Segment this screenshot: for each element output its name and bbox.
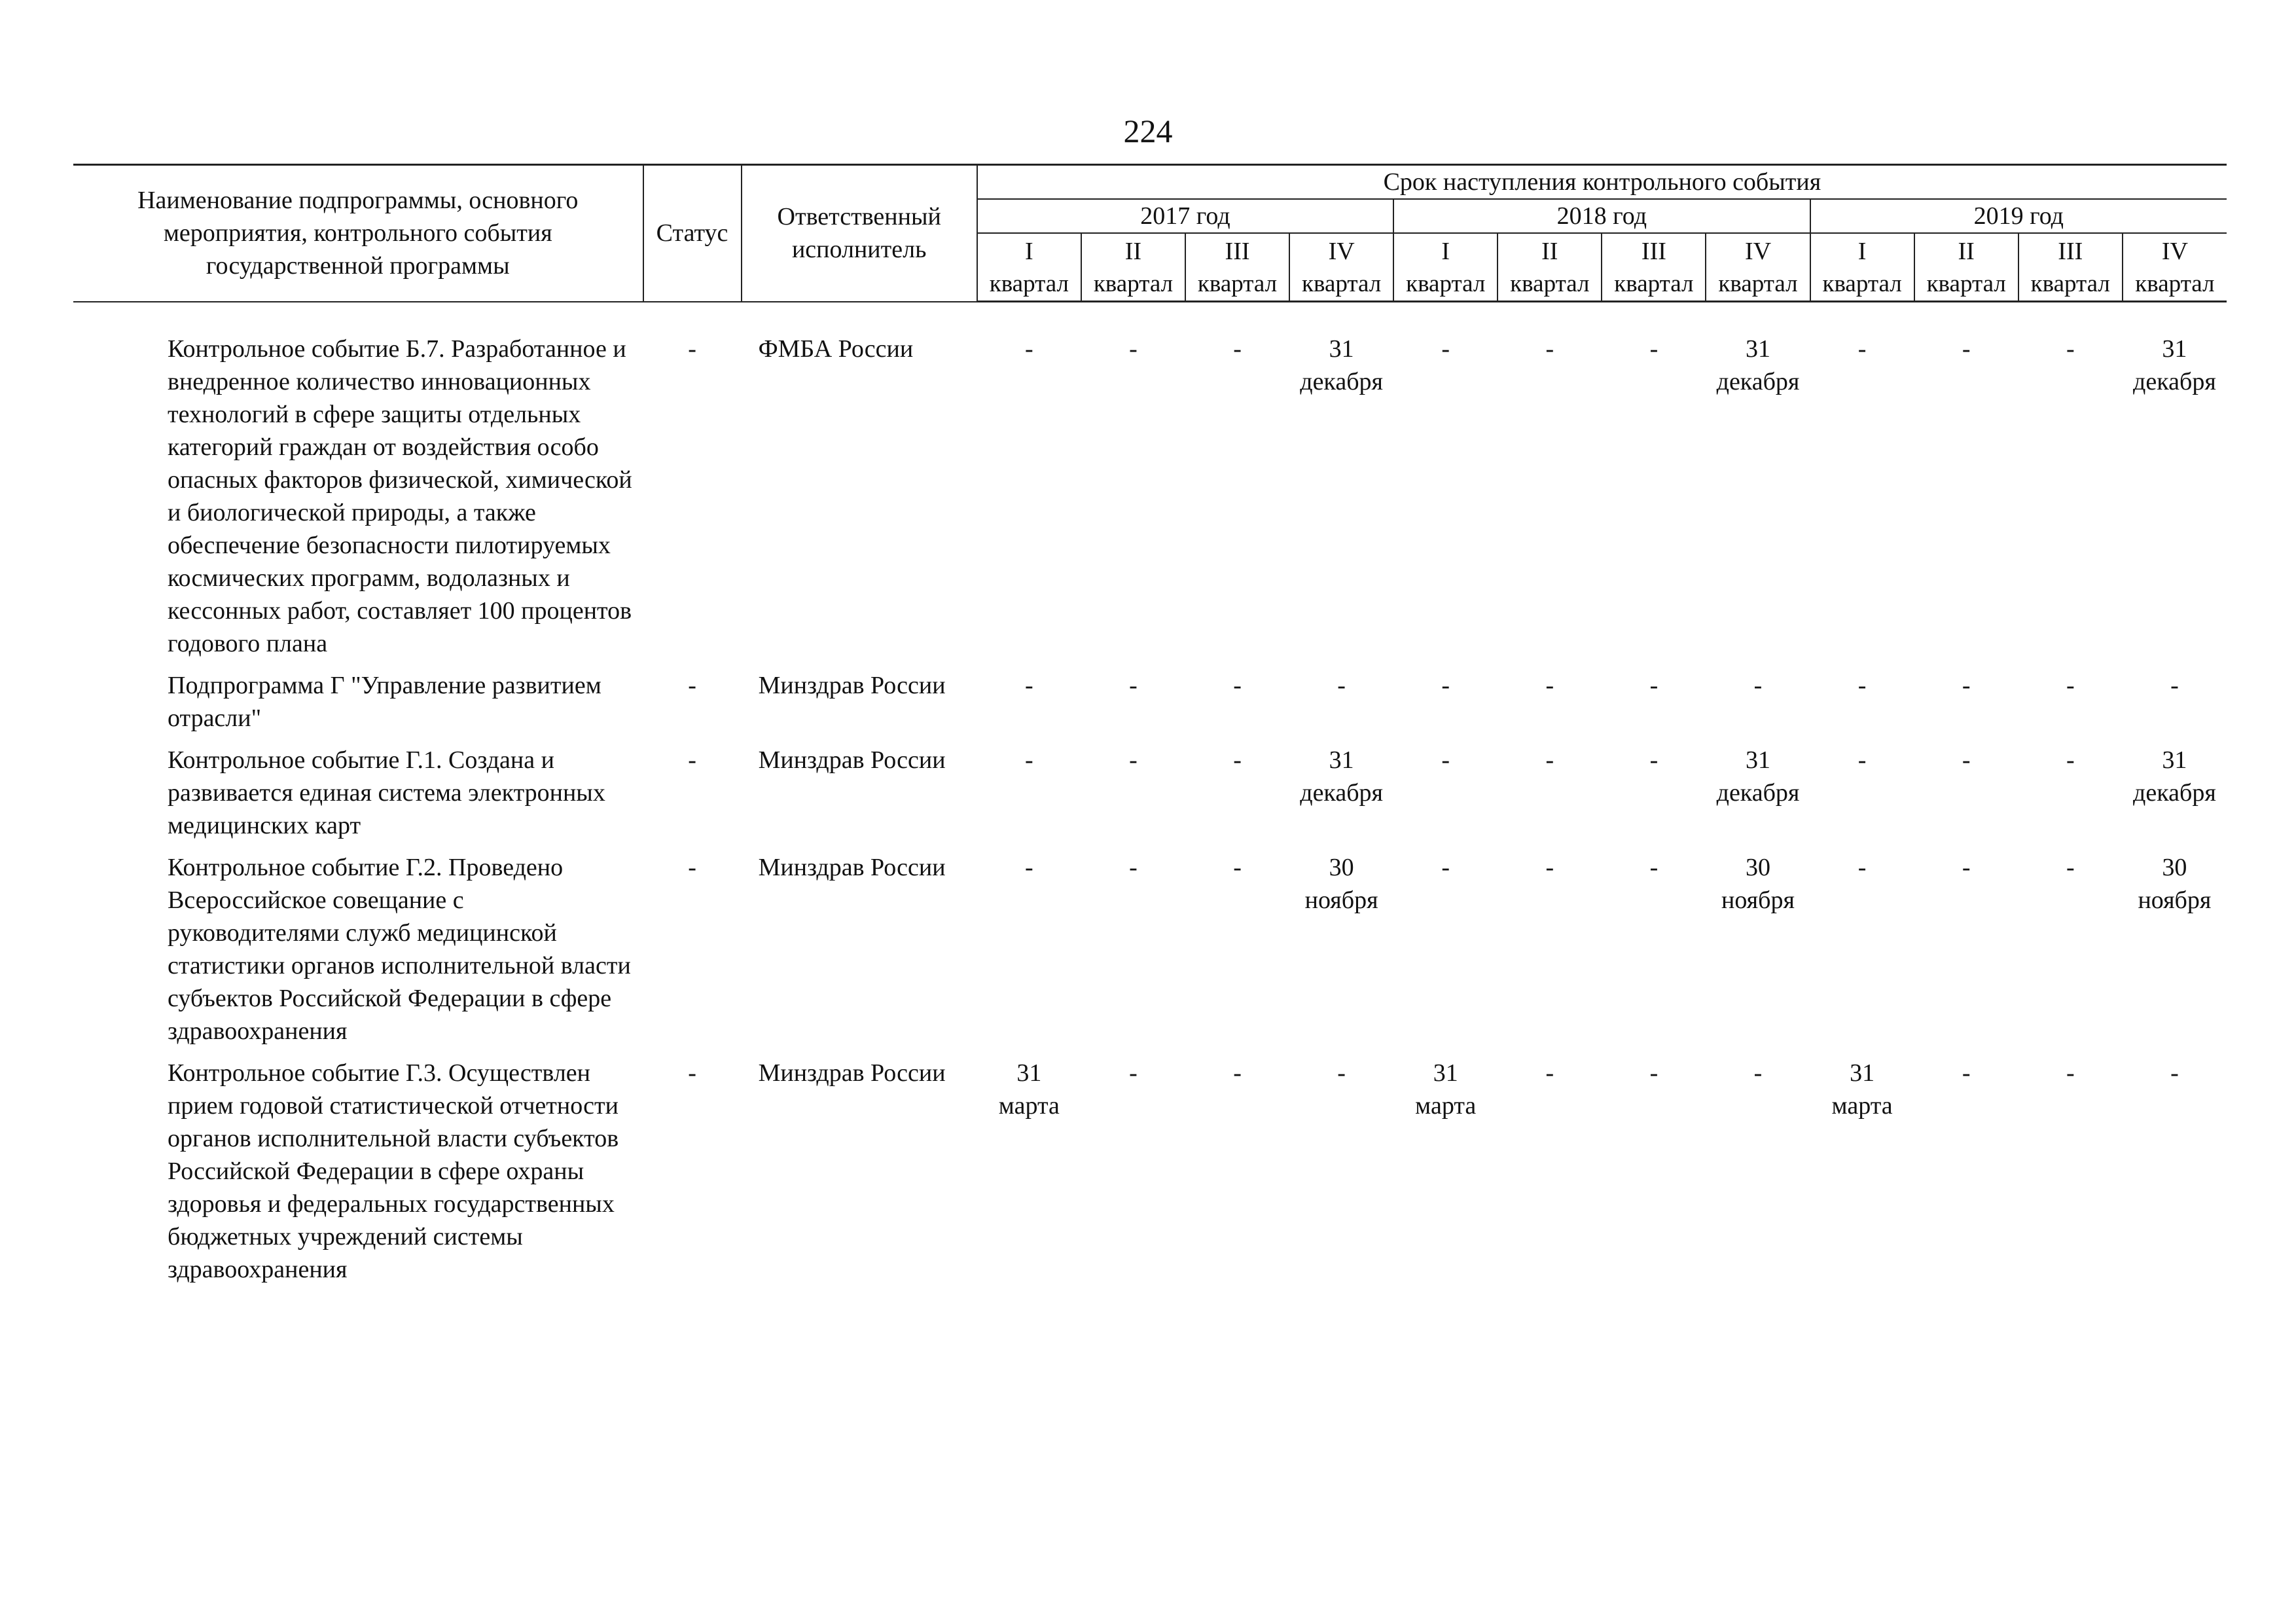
header-quarter-label: квартал bbox=[1810, 268, 1914, 302]
deadline-day: - bbox=[1129, 1059, 1138, 1087]
deadline-month: марта bbox=[998, 1092, 1060, 1120]
deadline-month: марта bbox=[1831, 1092, 1893, 1120]
quarter-deadline-cell bbox=[2018, 669, 2123, 744]
table-body bbox=[73, 302, 2227, 1296]
deadline-day: - bbox=[1129, 854, 1138, 881]
table-row bbox=[73, 851, 2227, 1057]
deadline-day: - bbox=[1649, 1059, 1659, 1087]
deadline-day: - bbox=[2066, 335, 2075, 363]
deadline-day: 31 bbox=[2162, 335, 2187, 363]
deadline-day: 31 bbox=[1746, 746, 1770, 774]
quarter-deadline-cell bbox=[1393, 1057, 1498, 1295]
deadline-day: - bbox=[1545, 854, 1554, 881]
deadline-day: - bbox=[1962, 854, 1971, 881]
header-quarter-label: квартал bbox=[977, 268, 1081, 302]
table-row bbox=[73, 1057, 2227, 1295]
quarter-deadline-cell bbox=[1914, 851, 2018, 1057]
deadline-day: - bbox=[1753, 672, 1763, 699]
status-cell: - bbox=[688, 854, 696, 881]
quarter-deadline-cell bbox=[1289, 851, 1393, 1057]
header-quarter-label: квартал bbox=[1914, 268, 2018, 302]
quarter-deadline-cell bbox=[1498, 669, 1602, 744]
deadline-month: декабря bbox=[1716, 368, 1800, 395]
responsible-cell: Минздрав России bbox=[758, 1059, 946, 1087]
quarter-deadline-cell bbox=[977, 669, 1081, 744]
event-name-cell: Контрольное событие Г.2. Проведено Всероссийское совещание с руководителями служб медицинской статистики органов исполнительной власти субъектов Российской Федерации в сфере здравоохранения bbox=[168, 854, 631, 1045]
header-quarter-label: квартал bbox=[1393, 268, 1498, 302]
quarter-deadline-cell bbox=[1289, 744, 1393, 851]
quarter-deadline-cell bbox=[1914, 333, 2018, 669]
deadline-day: - bbox=[1129, 672, 1138, 699]
header-quarter-numeral: II bbox=[1081, 233, 1185, 268]
quarter-deadline-cell bbox=[1706, 669, 1810, 744]
quarter-deadline-cell bbox=[1081, 1057, 1185, 1295]
status-cell: - bbox=[688, 335, 696, 363]
quarter-deadline-cell bbox=[1914, 1057, 2018, 1295]
quarter-deadline-cell bbox=[1185, 851, 1289, 1057]
quarter-deadline-cell bbox=[1393, 669, 1498, 744]
header-quarter-numeral: IV bbox=[1289, 233, 1393, 268]
header-quarter-numeral: II bbox=[1498, 233, 1602, 268]
deadline-day: - bbox=[1233, 335, 1242, 363]
event-name-cell: Контрольное событие Г.1. Создана и развивается единая система электронных медицинских карт bbox=[168, 746, 605, 839]
deadline-day: - bbox=[1129, 746, 1138, 774]
deadline-month: декабря bbox=[1300, 368, 1383, 395]
status-cell: - bbox=[688, 746, 696, 774]
deadline-day: - bbox=[2066, 672, 2075, 699]
header-quarter-numeral: II bbox=[1914, 233, 2018, 268]
event-name-cell: Контрольное событие Б.7. Разработанное и внедренное количество инновационных технологий в сфере защиты отдельных категорий граждан от воздействия особо опасных факторов физической, химической и биологической природы, а также обеспечение безопасности пилотируемых космических программ, водолазных и кессонных работ, составляет 100 процентов годового плана bbox=[168, 335, 632, 657]
deadline-day: 31 bbox=[1329, 746, 1354, 774]
quarter-deadline-cell bbox=[977, 333, 1081, 669]
deadline-day: - bbox=[1025, 854, 1033, 881]
quarter-deadline-cell bbox=[2018, 333, 2123, 669]
header-quarter-label: квартал bbox=[1706, 268, 1810, 302]
quarter-deadline-cell bbox=[1289, 333, 1393, 669]
page-number: 224 bbox=[1123, 113, 1173, 149]
deadline-day: 31 bbox=[1850, 1059, 1875, 1087]
quarter-deadline-cell bbox=[2123, 333, 2227, 669]
quarter-deadline-cell bbox=[1081, 851, 1185, 1057]
responsible-cell: Минздрав России bbox=[758, 746, 946, 774]
quarter-deadline-cell bbox=[1810, 669, 1914, 744]
quarter-deadline-cell bbox=[2123, 1057, 2227, 1295]
deadline-day: - bbox=[1753, 1059, 1763, 1087]
quarter-deadline-cell bbox=[1185, 744, 1289, 851]
table-row bbox=[73, 744, 2227, 851]
deadline-day: - bbox=[1025, 672, 1033, 699]
control-events-schedule-table bbox=[73, 164, 2227, 1295]
header-quarter-numeral: I bbox=[1810, 233, 1914, 268]
deadline-day: - bbox=[1545, 746, 1554, 774]
deadline-day: - bbox=[2170, 672, 2179, 699]
header-quarter-numeral: IV bbox=[1706, 233, 1810, 268]
header-quarter-numeral: III bbox=[1185, 233, 1289, 268]
schedule-table-container bbox=[73, 164, 2227, 1295]
header-quarter-numeral: III bbox=[2018, 233, 2123, 268]
deadline-day: - bbox=[1337, 672, 1346, 699]
deadline-day: - bbox=[1857, 854, 1867, 881]
header-quarter-numeral: III bbox=[1602, 233, 1706, 268]
header-quarter-label: квартал bbox=[1289, 268, 1393, 302]
header-year-2019: 2019 год bbox=[1810, 199, 2227, 233]
quarter-deadline-cell bbox=[1706, 744, 1810, 851]
deadline-day: - bbox=[2066, 854, 2075, 881]
table-row bbox=[73, 333, 2227, 669]
deadline-month: ноября bbox=[1721, 886, 1795, 914]
quarter-deadline-cell bbox=[1393, 744, 1498, 851]
deadline-day: 31 bbox=[2162, 746, 2187, 774]
header-status-column: Статус bbox=[643, 165, 742, 302]
status-cell: - bbox=[688, 1059, 696, 1087]
deadline-day: - bbox=[1857, 335, 1867, 363]
table-header bbox=[73, 165, 2227, 302]
deadline-month: декабря bbox=[1300, 779, 1383, 807]
quarter-deadline-cell bbox=[1081, 744, 1185, 851]
header-quarter-label: квартал bbox=[1602, 268, 1706, 302]
quarter-deadline-cell bbox=[2018, 744, 2123, 851]
deadline-day: - bbox=[1857, 672, 1867, 699]
deadline-day: - bbox=[1233, 746, 1242, 774]
quarter-deadline-cell bbox=[2123, 851, 2227, 1057]
quarter-deadline-cell bbox=[1602, 1057, 1706, 1295]
responsible-cell: Минздрав России bbox=[758, 672, 946, 699]
quarter-deadline-cell bbox=[2123, 669, 2227, 744]
quarter-deadline-cell bbox=[1810, 1057, 1914, 1295]
deadline-day: - bbox=[1962, 672, 1971, 699]
deadline-day: - bbox=[1649, 854, 1659, 881]
deadline-day: - bbox=[1962, 1059, 1971, 1087]
deadline-day: - bbox=[1441, 672, 1450, 699]
deadline-day: 31 bbox=[1016, 1059, 1042, 1087]
deadline-day: 30 bbox=[2162, 854, 2187, 881]
header-quarter-label: квартал bbox=[1185, 268, 1289, 302]
deadline-day: 30 bbox=[1329, 854, 1354, 881]
quarter-deadline-cell bbox=[1289, 669, 1393, 744]
quarter-deadline-cell bbox=[1706, 1057, 1810, 1295]
deadline-day: - bbox=[1025, 335, 1033, 363]
quarter-deadline-cell bbox=[1602, 744, 1706, 851]
quarter-deadline-cell bbox=[1498, 1057, 1602, 1295]
deadline-day: 30 bbox=[1746, 854, 1770, 881]
quarter-deadline-cell bbox=[1914, 669, 2018, 744]
quarter-deadline-cell bbox=[1081, 669, 1185, 744]
quarter-deadline-cell bbox=[1185, 1057, 1289, 1295]
deadline-day: - bbox=[1962, 746, 1971, 774]
quarter-deadline-cell bbox=[1810, 333, 1914, 669]
deadline-month: декабря bbox=[2133, 779, 2216, 807]
header-quarter-label: квартал bbox=[2018, 268, 2123, 302]
deadline-day: - bbox=[2170, 1059, 2179, 1087]
quarter-deadline-cell bbox=[1914, 744, 2018, 851]
event-name-cell: Подпрограмма Г "Управление развитием отрасли" bbox=[168, 672, 601, 732]
quarter-deadline-cell bbox=[977, 744, 1081, 851]
header-quarter-label: квартал bbox=[1081, 268, 1185, 302]
quarter-deadline-cell bbox=[1185, 669, 1289, 744]
quarter-deadline-cell bbox=[1602, 333, 1706, 669]
quarter-deadline-cell bbox=[2123, 744, 2227, 851]
quarter-deadline-cell bbox=[2018, 851, 2123, 1057]
quarter-deadline-cell bbox=[1810, 744, 1914, 851]
quarter-deadline-cell bbox=[1081, 333, 1185, 669]
deadline-day: - bbox=[1025, 746, 1033, 774]
responsible-cell: ФМБА России bbox=[758, 335, 914, 363]
deadline-day: - bbox=[1962, 335, 1971, 363]
header-quarter-numeral: I bbox=[977, 233, 1081, 268]
event-name-cell: Контрольное событие Г.3. Осуществлен прием годовой статистической отчетности органов исполнительной власти субъектов Российской Федерации в сфере охраны здоровья и федеральных государственных бюджетных учреждений системы здравоохранения bbox=[168, 1059, 619, 1283]
header-quarter-label: квартал bbox=[1498, 268, 1602, 302]
deadline-month: марта bbox=[1415, 1092, 1477, 1120]
deadline-day: - bbox=[1649, 672, 1659, 699]
header-quarter-numeral: I bbox=[1393, 233, 1498, 268]
deadline-day: - bbox=[2066, 746, 2075, 774]
deadline-day: 31 bbox=[1433, 1059, 1458, 1087]
deadline-day: - bbox=[1545, 1059, 1554, 1087]
quarter-deadline-cell bbox=[977, 851, 1081, 1057]
deadline-day: 31 bbox=[1746, 335, 1770, 363]
quarter-deadline-cell bbox=[1498, 851, 1602, 1057]
quarter-deadline-cell bbox=[1498, 333, 1602, 669]
deadline-day: - bbox=[1233, 672, 1242, 699]
header-deadline-group: Срок наступления контрольного события bbox=[977, 165, 2227, 200]
deadline-day: - bbox=[1545, 335, 1554, 363]
responsible-cell: Минздрав России bbox=[758, 854, 946, 881]
quarter-deadline-cell bbox=[1602, 669, 1706, 744]
header-quarter-numeral: IV bbox=[2123, 233, 2227, 268]
deadline-day: - bbox=[1233, 854, 1242, 881]
deadline-day: - bbox=[1129, 335, 1138, 363]
deadline-day: - bbox=[1233, 1059, 1242, 1087]
quarter-deadline-cell bbox=[1185, 333, 1289, 669]
deadline-month: ноября bbox=[1304, 886, 1378, 914]
quarter-deadline-cell bbox=[1393, 333, 1498, 669]
quarter-deadline-cell bbox=[1706, 851, 1810, 1057]
header-name-column: Наименование подпрограммы, основного мероприятия, контрольного события государственной программы bbox=[73, 165, 643, 302]
quarter-deadline-cell bbox=[1289, 1057, 1393, 1295]
deadline-day: - bbox=[1441, 335, 1450, 363]
quarter-deadline-cell bbox=[1810, 851, 1914, 1057]
deadline-month: декабря bbox=[1716, 779, 1800, 807]
header-quarter-label: квартал bbox=[2123, 268, 2227, 302]
quarter-deadline-cell bbox=[977, 1057, 1081, 1295]
deadline-day: - bbox=[1441, 746, 1450, 774]
deadline-day: - bbox=[1649, 746, 1659, 774]
deadline-month: декабря bbox=[2133, 368, 2216, 395]
deadline-month: ноября bbox=[2138, 886, 2212, 914]
header-responsible-column: Ответственный исполнитель bbox=[742, 165, 977, 302]
quarter-deadline-cell bbox=[1706, 333, 1810, 669]
header-year-2017: 2017 год bbox=[977, 199, 1393, 233]
table-row bbox=[73, 669, 2227, 744]
deadline-day: - bbox=[1857, 746, 1867, 774]
quarter-deadline-cell bbox=[2018, 1057, 2123, 1295]
deadline-day: 31 bbox=[1329, 335, 1354, 363]
header-year-2018: 2018 год bbox=[1393, 199, 1810, 233]
deadline-day: - bbox=[1545, 672, 1554, 699]
deadline-day: - bbox=[2066, 1059, 2075, 1087]
quarter-deadline-cell bbox=[1393, 851, 1498, 1057]
deadline-day: - bbox=[1337, 1059, 1346, 1087]
deadline-day: - bbox=[1441, 854, 1450, 881]
deadline-day: - bbox=[1649, 335, 1659, 363]
quarter-deadline-cell bbox=[1498, 744, 1602, 851]
quarter-deadline-cell bbox=[1602, 851, 1706, 1057]
status-cell: - bbox=[688, 672, 696, 699]
